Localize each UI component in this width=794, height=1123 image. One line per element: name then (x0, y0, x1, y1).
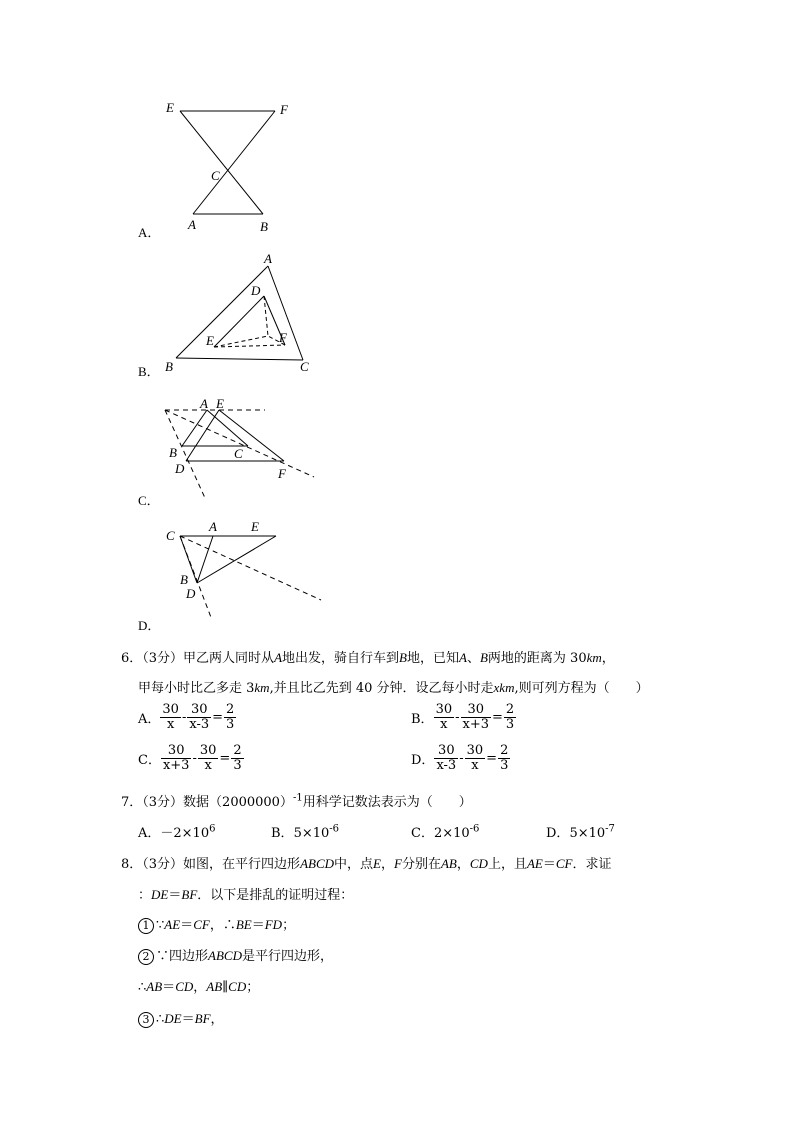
numerator: 30 (461, 703, 492, 718)
denominator: x (440, 717, 448, 732)
fraction (434, 703, 455, 732)
option-exponent: -6 (329, 823, 340, 835)
q8-text: ， (380, 857, 394, 872)
q6-option-a[interactable] (138, 703, 236, 732)
operator: - (459, 751, 464, 766)
operator: = (486, 751, 498, 766)
q8-text: ， (456, 857, 470, 872)
numerator: 30 (161, 744, 192, 759)
numerator: 2 (226, 702, 235, 717)
option-b-label: B． (138, 364, 160, 379)
fraction (498, 744, 510, 773)
q6-text: 两地的距离为 30 (487, 651, 587, 666)
q8-step-3 (138, 1008, 224, 1028)
numerator: 2 (505, 702, 515, 717)
operator: - (192, 751, 197, 766)
figure-d-point-d: D (186, 586, 196, 601)
q8-var: AB (146, 979, 163, 994)
figure-d-dashed-lines (180, 536, 321, 620)
q8-text: ．求证 (572, 857, 612, 872)
q8-var: CD (228, 979, 247, 994)
option-label: C． (411, 826, 434, 841)
q6-text: 地，已知 (406, 651, 459, 666)
q8-text: ∴ (138, 980, 147, 995)
figure-d-point-e: E (251, 519, 259, 534)
figure-a-point-c: C (211, 168, 220, 183)
q6-var: A (274, 650, 283, 665)
q8-text: ＝ (542, 857, 556, 872)
option-value: 2×10 (433, 826, 470, 841)
q8-text: ： (138, 888, 152, 903)
q8-text: ，∴ (209, 918, 236, 933)
q8-var: CD (469, 856, 488, 871)
q7-option-c[interactable] (411, 822, 479, 841)
q8-var: E (373, 856, 381, 871)
numerator: 30 (466, 743, 484, 758)
q8-var: FD (264, 917, 283, 932)
option-d-label: D． (138, 618, 161, 633)
option-exponent: 6 (209, 823, 216, 835)
q8-text: 是平行四边形， (241, 949, 333, 964)
q6-number: 6．（3分） (121, 651, 184, 666)
option-c-label: C． (138, 493, 160, 508)
q8-text: 上，且 (487, 857, 527, 872)
q8-var: ABCD (300, 856, 335, 871)
q6-unit: km (254, 680, 270, 695)
option-label: D． (411, 753, 435, 768)
q8-var: F (394, 856, 402, 871)
fraction (434, 744, 458, 773)
q6-line-1 (121, 647, 615, 666)
q8-text: ， (193, 980, 207, 995)
option-value: 5×10 (569, 826, 606, 841)
q8-text: 分别在 (401, 857, 441, 872)
option-label: B． (411, 712, 434, 727)
option-exponent: -6 (469, 823, 480, 835)
q6-var: xkm (493, 680, 515, 695)
q7-option-d[interactable] (546, 822, 615, 841)
q8-var: DE (164, 1011, 182, 1026)
option-value: 5×10 (293, 826, 330, 841)
figure-c-point-e: E (216, 396, 224, 411)
q7-number: 7．（3分） (121, 795, 184, 810)
step-number-circle: 1 (138, 918, 154, 934)
q6-text: 地出发，骑自行车到 (282, 651, 400, 666)
q8-line-1 (121, 853, 612, 872)
denominator: x+3 (462, 717, 490, 732)
denominator: x (166, 717, 175, 732)
fraction (465, 744, 486, 773)
q6-var: B (399, 650, 407, 665)
numerator: 2 (233, 743, 242, 758)
q8-text: ∥ (222, 980, 229, 995)
numerator: 30 (162, 702, 179, 717)
figure-b-point-a: A (264, 251, 272, 266)
q7-text: 用科学记数法表示为（ ） (302, 795, 472, 810)
denominator: x (471, 758, 479, 773)
figure-d-solid-lines (180, 536, 276, 583)
numerator: 30 (434, 744, 458, 759)
q8-step-1 (138, 914, 295, 934)
q8-var: AE (526, 856, 543, 871)
fraction (461, 703, 492, 732)
step-number-circle: 3 (138, 1012, 154, 1028)
denominator: 3 (233, 758, 242, 773)
denominator: x (204, 758, 212, 773)
figure-a-point-f: F (280, 102, 288, 117)
figure-a-point-a: A (188, 217, 196, 232)
figure-c-point-b: B (169, 445, 177, 460)
q8-text: ； (282, 918, 296, 933)
q8-text: ∵四边形 (156, 949, 209, 964)
figure-c-point-a: A (200, 396, 208, 411)
figure-c-point-f: F (278, 466, 286, 481)
figure-b-point-d: D (251, 283, 261, 298)
figure-c-point-c: C (234, 446, 243, 461)
q8-var: CF (193, 917, 210, 932)
q8-line-2 (138, 884, 353, 903)
option-value: －2×10 (160, 826, 210, 841)
fraction (160, 703, 181, 732)
q8-text: ， (210, 1012, 224, 1027)
operator: - (181, 710, 187, 725)
q8-text: ＝ (251, 918, 265, 933)
q8-text: ； (246, 980, 260, 995)
option-label: B． (271, 826, 294, 841)
q8-var: AB (206, 979, 223, 994)
q7-exponent: -1 (292, 792, 303, 804)
q7-stem (121, 791, 472, 810)
fraction (504, 703, 516, 732)
q8-var: BF (194, 1011, 211, 1026)
q8-text: ＝ (180, 918, 194, 933)
denominator: 3 (500, 758, 509, 773)
q8-text: ＝ (181, 1012, 195, 1027)
fraction (231, 744, 243, 773)
q6-var: A (459, 650, 467, 665)
q6-option-d[interactable] (411, 744, 510, 773)
fraction (224, 703, 236, 732)
operator: - (455, 710, 460, 725)
denominator: x-3 (436, 758, 457, 773)
option-label: A． (138, 712, 161, 727)
figure-b-point-f: F (279, 330, 287, 345)
figure-d-point-c: C (166, 528, 175, 543)
q7-option-b[interactable] (271, 822, 339, 841)
q8-var: CD (175, 979, 194, 994)
numerator: 30 (435, 702, 453, 717)
fraction (198, 744, 219, 773)
numerator: 30 (187, 703, 211, 718)
figure-c-point-d: D (175, 461, 185, 476)
option-a-label: A． (138, 225, 161, 240)
figure-b-point-e: E (206, 333, 214, 348)
option-label: A． (138, 826, 161, 841)
q6-option-b[interactable] (411, 703, 516, 732)
q6-text: ,则可列方程为（ ） (514, 681, 649, 696)
numerator: 2 (500, 743, 509, 758)
figure-a-point-e: E (166, 100, 174, 115)
operator: = (212, 710, 224, 725)
q6-text: 甲每小时比乙多走 3 (138, 681, 255, 696)
q8-var: ABCD (208, 948, 242, 963)
q8-step-2 (138, 945, 333, 965)
denominator: 3 (505, 717, 515, 732)
q8-var: BF (181, 887, 198, 902)
figure-d-point-a: A (209, 519, 217, 534)
q7-option-a[interactable] (138, 822, 215, 841)
q6-text: ， (601, 651, 615, 666)
q8-text: ∵ (156, 918, 165, 933)
q6-unit: km (586, 650, 602, 665)
fraction (161, 744, 192, 773)
denominator: x-3 (189, 717, 210, 732)
q8-text: ＝ (168, 888, 182, 903)
q6-var: B (479, 650, 488, 665)
q8-var: BE (235, 917, 252, 932)
q6-text: 、 (466, 651, 480, 666)
q8-text: 中，点 (334, 857, 374, 872)
q6-text: ,并且比乙先到 40 分钟．设乙每小时走 (269, 681, 494, 696)
figure-d-point-b: B (180, 572, 188, 587)
q7-text: 数据（2000000） (183, 795, 293, 810)
figure-b-point-b: B (165, 359, 173, 374)
denominator: x+3 (162, 758, 190, 773)
q8-var: AE (164, 917, 181, 932)
option-exponent: -7 (605, 823, 615, 835)
q6-text: 甲乙两人同时从 (183, 651, 275, 666)
q8-text: ∴ (156, 1012, 165, 1027)
q8-text: ＝ (162, 980, 176, 995)
operator: = (492, 710, 503, 725)
q6-line-2 (138, 677, 649, 696)
figure-b-point-c: C (300, 359, 309, 374)
q8-text: 如图，在平行四边形 (183, 857, 301, 872)
q8-var: AB (440, 856, 457, 871)
q8-text: ．以下是排乱的证明过程： (197, 888, 354, 903)
q8-var: DE (151, 887, 169, 902)
option-label: C． (138, 753, 161, 768)
fraction (187, 703, 211, 732)
q8-step-2-cont (138, 976, 259, 995)
operator: = (219, 751, 231, 766)
figure-a-point-b: B (260, 219, 268, 234)
option-label: D． (546, 826, 570, 841)
step-number-circle: 2 (138, 949, 154, 965)
denominator: 3 (226, 717, 235, 732)
q8-number: 8．（3分） (121, 857, 184, 872)
numerator: 30 (199, 743, 217, 758)
q8-var: CF (555, 856, 573, 871)
q6-option-c[interactable] (138, 744, 244, 773)
